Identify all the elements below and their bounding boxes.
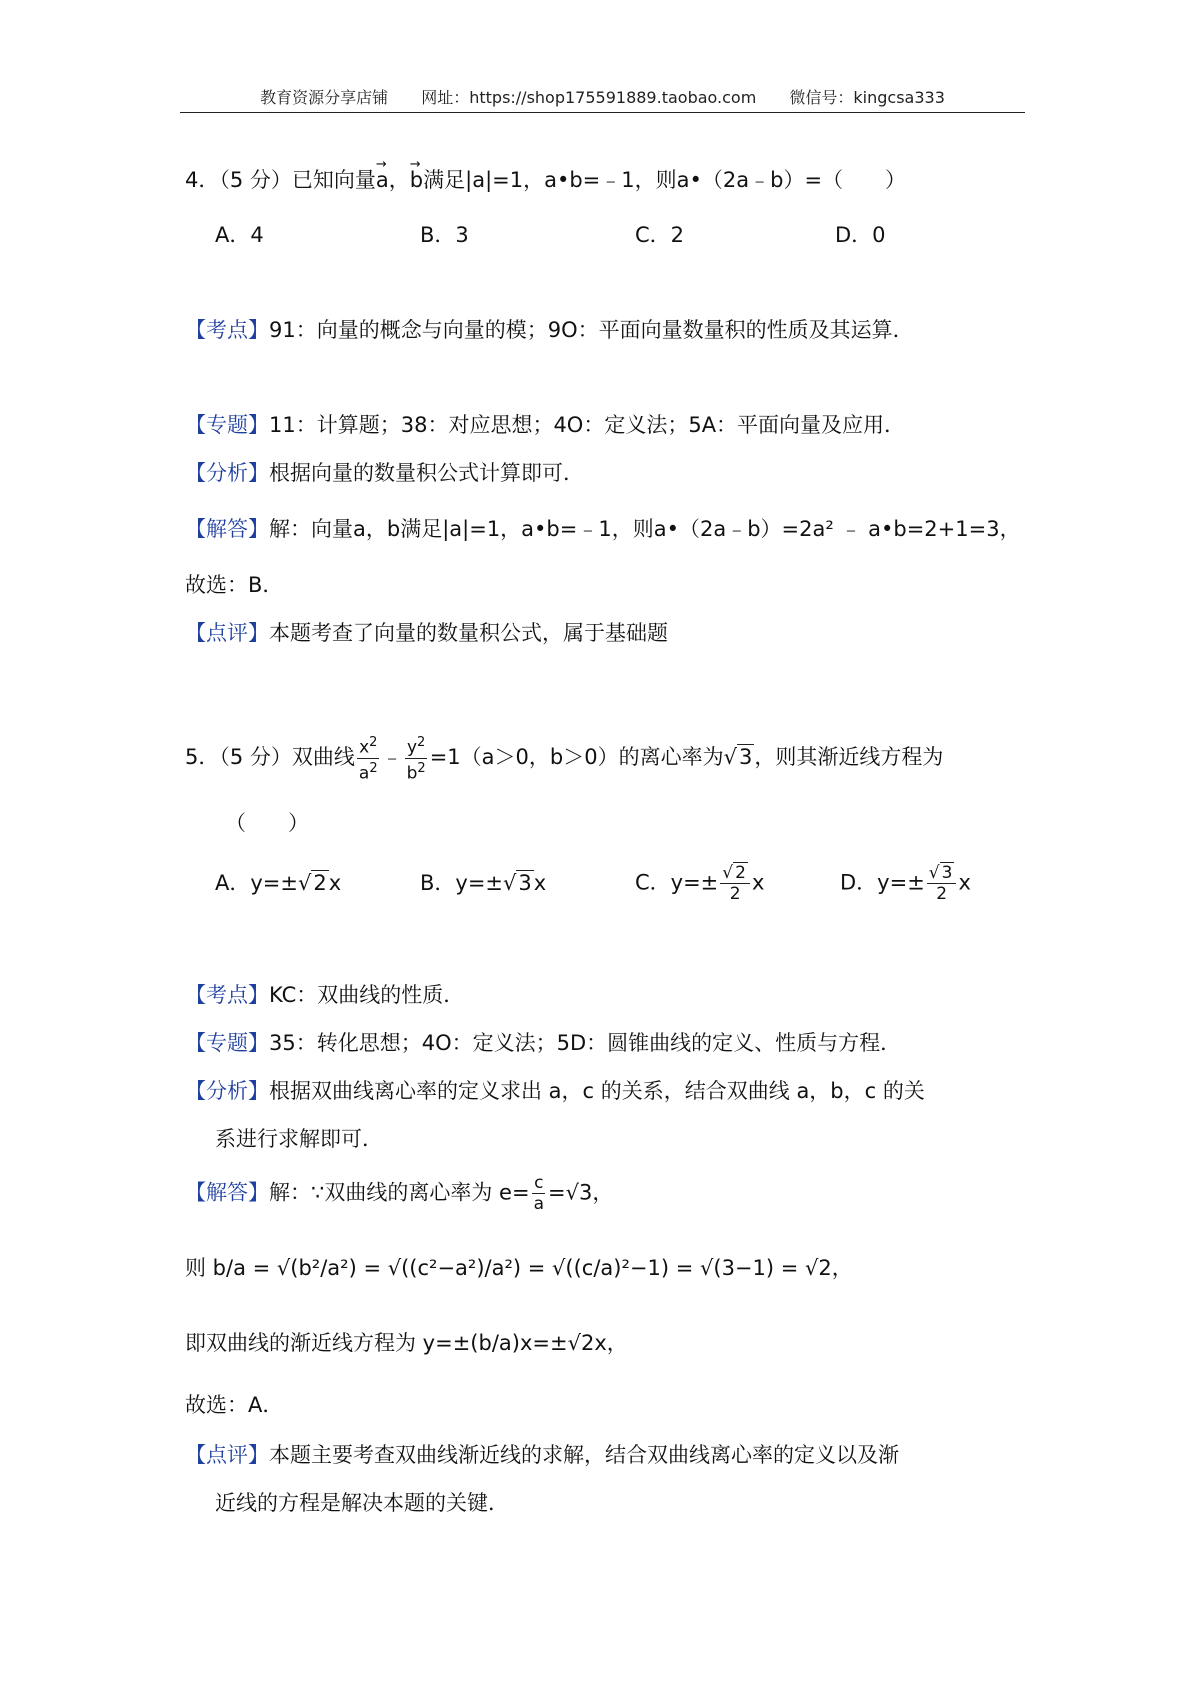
q5-jieda-line1: 解：∵双曲线的离心率为 e= xyxy=(269,1180,530,1205)
q5-zhuanti-text: 35：转化思想；4O：定义法；5D：圆锥曲线的定义、性质与方程． xyxy=(269,1031,902,1055)
q5-dianping-line2: 近线的方程是解决本题的关键． xyxy=(215,1491,509,1515)
header-wechat: 微信号：kingcsa333 xyxy=(789,88,945,107)
q4-option-d: D．0 xyxy=(835,223,886,247)
q4-stem-tail: 满足|a|=1，a•b=﹣1，则a•（2a﹣b）=（ ） xyxy=(423,168,907,192)
q4-stem-prefix: 4．（5 分）已知向量 xyxy=(185,168,376,192)
q5-option-c: C．y=± $\frac{√ 2}{2}$ x xyxy=(635,863,765,904)
q5-dianping-line1: 本题主要考查双曲线渐近线的求解，结合双曲线离心率的定义以及渐 xyxy=(269,1443,899,1467)
q4-kaodian-tag: 【考点】 xyxy=(185,318,269,342)
q5-zhuanti xyxy=(185,1028,901,1058)
q5-dianping-tag: 【点评】 xyxy=(185,1443,269,1467)
q5-fenxi-tag: 【分析】 xyxy=(185,1079,269,1103)
q5-option-b: B．y=±√3x xyxy=(420,871,547,895)
q4-vec-a: → a xyxy=(376,165,389,195)
q5-dianping xyxy=(185,1440,899,1470)
q5-stem-sqrt3: 3 xyxy=(738,745,753,770)
q4-zhuanti-text: 11：计算题；38：对应思想；4O：定义法；5A：平面向量及应用． xyxy=(269,413,906,437)
q5-kaodian-tag: 【考点】 xyxy=(185,983,269,1007)
q5-stem-prefix: 5．（5 分）双曲线 xyxy=(185,745,355,770)
q4-option-c: C．2 xyxy=(635,223,685,247)
q4-vec-b: → b xyxy=(410,165,423,195)
q5-jieda-tag: 【解答】 xyxy=(185,1180,269,1205)
q4-stem: 4．（5 分）已知向量→ a，→ b满足|a|=1，a•b=﹣1，则a•（2a﹣b）=（ ） xyxy=(185,165,906,195)
q5-stem-end: ，则其渐近线方程为 xyxy=(754,745,944,770)
q4-option-a: A．4 xyxy=(215,223,264,247)
q5-frac-y: $\frac{y^2}{b^2}$ xyxy=(406,735,426,784)
header-shop: 教育资源分享店铺 xyxy=(260,88,389,107)
q4-jieda-tag: 【解答】 xyxy=(185,517,269,541)
page-header xyxy=(180,84,1025,113)
q5-jieda-line1-end: =√3， xyxy=(547,1180,614,1205)
q4-zhuanti xyxy=(185,410,905,440)
q4-zhuanti-tag: 【专题】 xyxy=(185,413,269,437)
q4-jieda xyxy=(185,514,1021,544)
q5-paren: （ ） xyxy=(225,811,309,835)
q5-e-frac: $\frac{c}{a}$ xyxy=(533,1173,544,1214)
q4-option-b: B．3 xyxy=(420,223,469,247)
q4-kaodian xyxy=(185,315,914,345)
q5-stem-tail: =1（a＞0，b＞0）的离心率为 xyxy=(429,745,724,770)
q5-guxuan: 故选：A． xyxy=(185,1393,284,1417)
q4-fenxi xyxy=(185,458,584,488)
q5-zhuanti-tag: 【专题】 xyxy=(185,1031,269,1055)
q4-dianping xyxy=(185,618,668,648)
header-url: 网址：https://shop175591889.taobao.com xyxy=(421,88,757,107)
q5-fenxi-line2: 系进行求解即可． xyxy=(215,1127,383,1151)
q4-jieda-text: 解：向量a，b满足|a|=1，a•b=﹣1，则a•（2a﹣b）=2a² ﹣ a•b=2+1=3， xyxy=(269,517,1021,541)
q5-fenxi-line1: 根据双曲线离心率的定义求出 a，c 的关系，结合双曲线 a，b，c 的关 xyxy=(269,1079,925,1103)
q5-kaodian-text: KC：双曲线的性质． xyxy=(269,983,465,1007)
q4-kaodian-text: 91：向量的概念与向量的模；9O：平面向量数量积的性质及其运算． xyxy=(269,318,914,342)
q5-fenxi xyxy=(185,1076,925,1106)
q5-stem: 5．（5 分）双曲线 $\frac{x^2}{a^2}$ ﹣ $\frac{y^2}{b^2}$ =1（a＞0，b＞0）的离心率为√3，则其渐近线方程为 xyxy=(185,735,944,784)
q4-dianping-tag: 【点评】 xyxy=(185,621,269,645)
q4-fenxi-text: 根据向量的数量积公式计算即可． xyxy=(269,461,584,485)
q5-option-d: D．y=± $\frac{√ 3}{2}$ x xyxy=(840,863,971,904)
q5-frac-x: $\frac{x^2}{a^2}$ xyxy=(358,735,378,784)
q4-dianping-text: 本题考查了向量的数量积公式，属于基础题 xyxy=(269,621,668,645)
q5-step3: 即双曲线的渐近线方程为 y=±(b/a)x=±√2x， xyxy=(185,1331,628,1355)
q4-fenxi-tag: 【分析】 xyxy=(185,461,269,485)
q5-option-a: A．y=±√2x xyxy=(215,871,342,895)
q4-guxuan: 故选：B． xyxy=(185,573,284,597)
q5-jieda xyxy=(185,1173,613,1214)
q5-kaodian xyxy=(185,980,464,1010)
q5-step2: 则 b/a = √(b²/a²) = √((c²−a²)/a²) = √((c/a)²−1) = √(3−1) = √2， xyxy=(185,1256,853,1280)
